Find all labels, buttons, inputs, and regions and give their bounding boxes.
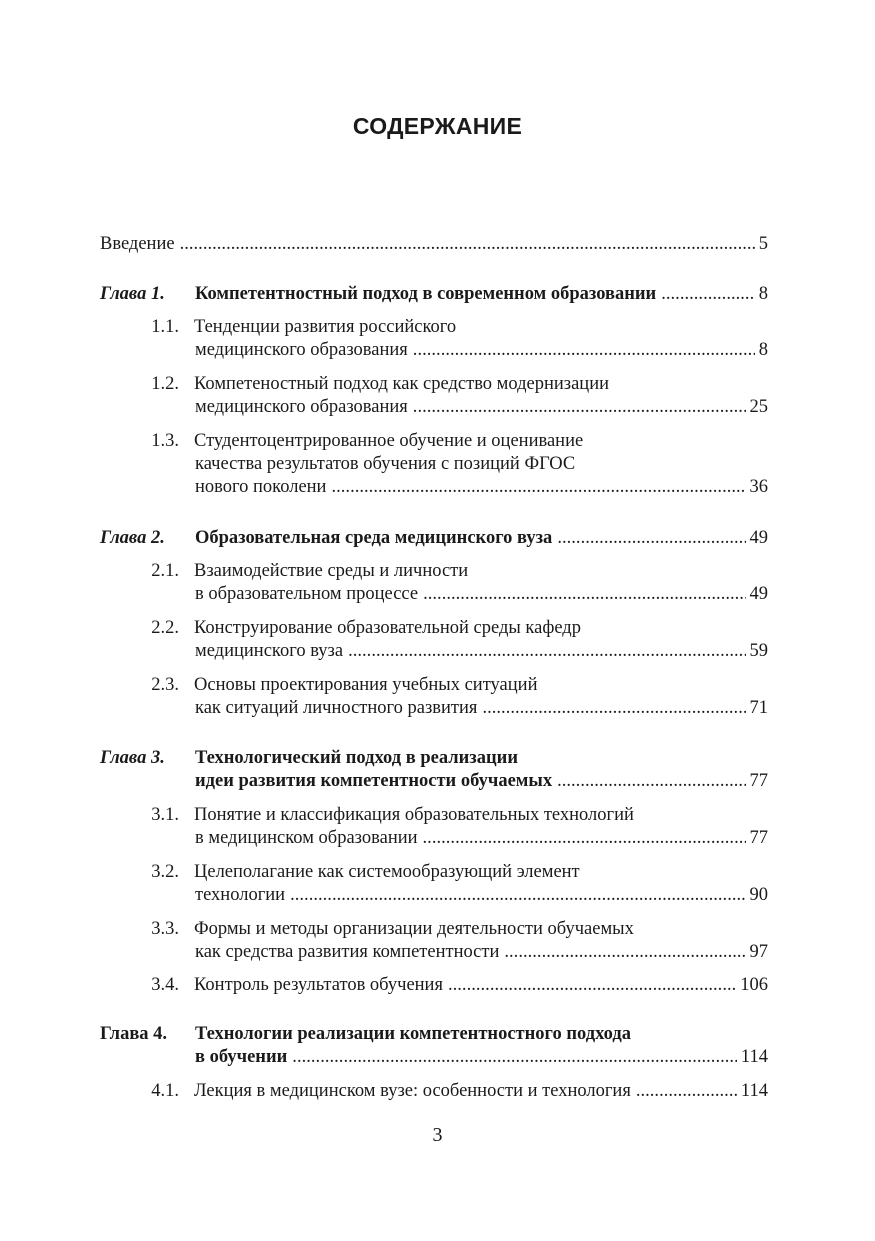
- section-number: 3.4.: [151, 975, 179, 995]
- toc-page-number: 5: [758, 234, 768, 254]
- section-number: 1.2.: [151, 374, 179, 394]
- toc-section-3-2: [100, 861, 768, 907]
- toc-page-number: 49: [749, 584, 768, 604]
- toc-page-number: 114: [740, 1047, 768, 1067]
- section-title-line: Тенденции развития российского: [194, 317, 457, 337]
- dot-leader: [423, 827, 746, 850]
- section-number: 2.1.: [151, 561, 179, 581]
- toc-page-number: 8: [758, 340, 768, 360]
- toc-chapter-3: [100, 747, 768, 793]
- toc-page-number: 114: [740, 1081, 768, 1101]
- section-number: 3.3.: [151, 919, 179, 939]
- dot-leader: [636, 1080, 737, 1103]
- section-title-line: Конструирование образовательной среды кафедр: [194, 618, 581, 638]
- chapter-title: Технологии реализации компетентностного подхода: [195, 1024, 631, 1044]
- dot-leader: [557, 527, 745, 550]
- toc-section-4-1: [100, 1080, 768, 1103]
- toc-page-number: 71: [749, 698, 768, 718]
- section-title-line: Лекция в медицинском вузе: особенности и технология: [194, 1081, 631, 1101]
- chapter-number: Глава 4.: [100, 1024, 168, 1044]
- section-number: 2.2.: [151, 618, 179, 638]
- section-number: 4.1.: [151, 1081, 179, 1101]
- section-title-line: как средства развития компетентности: [195, 942, 500, 962]
- toc-page-number: 8: [758, 284, 768, 304]
- chapter-title: Образовательная среда медицинского вуза: [195, 528, 553, 548]
- section-title-line: как ситуаций личностного развития: [195, 698, 478, 718]
- section-title-line: в образовательном процессе: [195, 584, 419, 604]
- dot-leader: [482, 697, 745, 720]
- toc-entry-label: Введение: [100, 234, 175, 254]
- chapter-title: Технологический подход в реализации: [195, 748, 518, 768]
- toc-section-3-3: [100, 918, 768, 964]
- section-title-line: технологии: [195, 885, 286, 905]
- toc-section-2-2: [100, 617, 768, 663]
- dot-leader: [557, 770, 745, 793]
- toc-chapter-2: [100, 527, 768, 550]
- section-title-line: качества результатов обучения с позиций ФГОС: [195, 454, 576, 474]
- toc-chapter-1: [100, 283, 768, 306]
- toc-page-number: 97: [749, 942, 768, 962]
- dot-leader: [180, 233, 755, 256]
- toc-section-2-3: [100, 674, 768, 720]
- toc-page-number: 90: [749, 885, 768, 905]
- toc-entry-intro: [100, 233, 768, 256]
- dot-leader: [413, 339, 755, 362]
- section-title-line: медицинского образования: [195, 340, 408, 360]
- toc-section-2-1: [100, 560, 768, 606]
- toc-section-3-1: [100, 804, 768, 850]
- toc-chapter-4: [100, 1023, 768, 1069]
- page-number-footer: 3: [432, 1124, 443, 1146]
- chapter-title: Компетентностный подход в современном образовании: [195, 284, 657, 304]
- section-number: 1.3.: [151, 431, 179, 451]
- dot-leader: [292, 1046, 737, 1069]
- section-title-line: Компетеностный подход как средство модернизации: [194, 374, 609, 394]
- dot-leader: [448, 974, 736, 997]
- section-title-line: Контроль результатов обучения: [194, 975, 443, 995]
- toc-page-number: 25: [749, 397, 768, 417]
- chapter-number: Глава 3.: [100, 748, 165, 768]
- toc-page-number: 49: [749, 528, 768, 548]
- toc-section-1-2: [100, 373, 768, 419]
- section-number: 1.1.: [151, 317, 179, 337]
- chapter-number: Глава 1.: [100, 284, 165, 304]
- toc-page-number: 77: [749, 771, 768, 791]
- section-title-line: медицинского образования: [195, 397, 408, 417]
- dot-leader: [423, 583, 745, 606]
- chapter-title: в обучении: [195, 1047, 288, 1067]
- toc-page-number: 59: [749, 641, 768, 661]
- chapter-number: Глава 2.: [100, 528, 165, 548]
- toc-section-3-4: [100, 974, 768, 997]
- section-title-line: Формы и методы организации деятельности обучаемых: [194, 919, 634, 939]
- dot-leader: [413, 396, 746, 419]
- section-number: 3.1.: [151, 805, 179, 825]
- toc-page-number: 77: [749, 828, 768, 848]
- chapter-title: идеи развития компетентности обучаемых: [195, 771, 553, 791]
- dot-leader: [661, 283, 755, 306]
- dot-leader: [331, 476, 745, 499]
- section-title-line: Взаимодействие среды и личности: [194, 561, 469, 581]
- section-title-line: Основы проектирования учебных ситуаций: [194, 675, 538, 695]
- section-title-line: медицинского вуза: [195, 641, 344, 661]
- section-number: 3.2.: [151, 862, 179, 882]
- section-title-line: в медицинском образовании: [195, 828, 418, 848]
- toc-page-number: 106: [740, 975, 768, 995]
- section-number: 2.3.: [151, 675, 179, 695]
- dot-leader: [504, 941, 745, 964]
- dot-leader: [348, 640, 745, 663]
- dot-leader: [290, 884, 745, 907]
- section-title-line: Целеполагание как системообразующий элемент: [194, 862, 580, 882]
- toc-section-1-1: [100, 316, 768, 362]
- section-title-line: Понятие и классификация образовательных технологий: [194, 805, 634, 825]
- toc-page-number: 36: [749, 477, 768, 497]
- section-title-line: Студентоцентрированное обучение и оценивание: [194, 431, 584, 451]
- page-title: СОДЕРЖАНИЕ: [352, 113, 523, 139]
- toc-section-1-3: [100, 430, 768, 499]
- section-title-line: нового поколени: [195, 477, 327, 497]
